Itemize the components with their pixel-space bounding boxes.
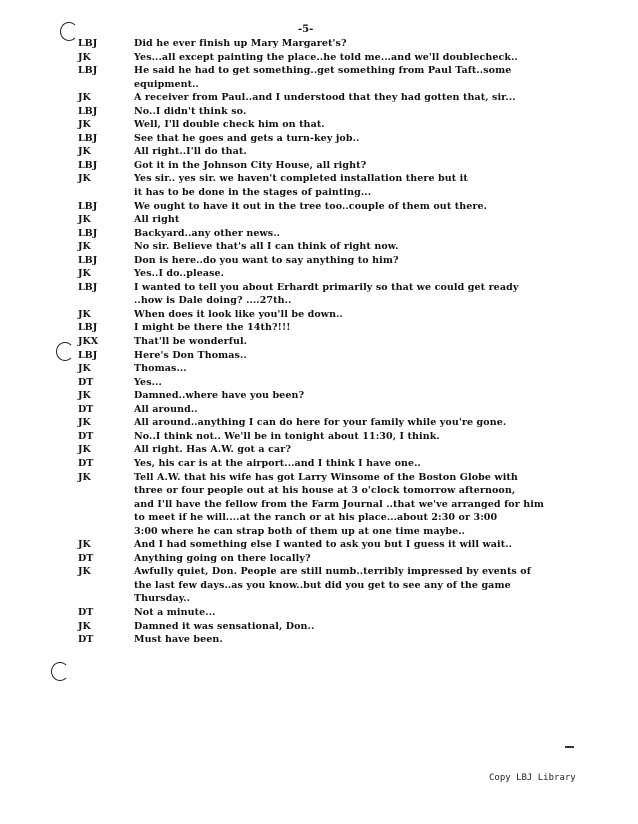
speech-text: And I had something else I wanted to ask you but I guess it will wait..	[134, 539, 513, 551]
transcript-line	[0, 538, 638, 552]
speaker-label: LBJ	[78, 322, 98, 334]
transcript-line	[0, 471, 638, 539]
speech-text: Yes...	[134, 376, 162, 388]
speaker-label: JK	[78, 471, 91, 483]
transcript-line	[0, 416, 638, 430]
speech-text: Damned it was sensational, Don..	[134, 620, 315, 632]
transcript-line	[0, 213, 638, 227]
speaker-label: JK	[78, 241, 91, 253]
speech-text: Yes...all except painting the place..he told me...and we'll doublecheck..	[134, 51, 518, 63]
transcript-line	[0, 118, 638, 132]
speech-text: A receiver from Paul..and I understood that they had gotten that, sir...	[134, 92, 516, 104]
transcript-line	[0, 51, 638, 65]
transcript-line	[0, 200, 638, 214]
transcript-line	[0, 321, 638, 335]
speech-text: When does it look like you'll be down..	[134, 308, 343, 320]
speaker-label: LBJ	[78, 254, 98, 266]
speaker-label: LBJ	[78, 38, 98, 49]
speech-text: Yes sir.. yes sir. we haven't completed installation there but it it has to be done in the stages of painting...	[134, 173, 468, 199]
transcript-line	[0, 105, 638, 119]
transcript-line	[0, 64, 638, 91]
speech-text: Did he ever finish up Mary Margaret's?	[134, 38, 347, 49]
speech-text: Yes, his car is at the airport...and I think I have one..	[134, 457, 421, 469]
speaker-label: JK	[78, 268, 91, 280]
speech-text: Not a minute...	[134, 606, 216, 618]
speaker-label: JK	[78, 566, 91, 578]
transcript-line	[0, 362, 638, 376]
transcript-line	[0, 308, 638, 322]
transcript-line	[0, 254, 638, 268]
transcript-line	[0, 349, 638, 363]
transcript-line	[0, 552, 638, 566]
speech-text: All around..	[134, 403, 198, 415]
speaker-label: JK	[78, 539, 91, 551]
speech-text: All right. Has A.W. got a car?	[134, 444, 291, 456]
transcript-line	[0, 606, 638, 620]
speaker-label: DT	[78, 552, 94, 564]
transcript-line	[0, 145, 638, 159]
transcript-line	[0, 430, 638, 444]
speech-text: Well, I'll double check him on that.	[134, 119, 325, 131]
speaker-label: JK	[78, 363, 91, 375]
speaker-label: LBJ	[78, 200, 98, 212]
speaker-label: LBJ	[78, 159, 98, 171]
transcript-line	[0, 457, 638, 471]
speaker-label: LBJ	[78, 281, 98, 293]
speech-text: I wanted to tell you about Erhardt primarily so that we could get ready ..how is Dale doing? ....27th..	[134, 281, 519, 307]
speech-text: No sir. Believe that's all I can think of right now.	[134, 241, 399, 253]
transcript-line	[0, 335, 638, 349]
speech-text: Yes..I do..please.	[134, 268, 225, 280]
transcript-line	[0, 633, 638, 647]
transcript-line	[0, 91, 638, 105]
speaker-label: DT	[78, 376, 94, 388]
speaker-label: LBJ	[78, 132, 98, 144]
speech-text: Here's Don Thomas..	[134, 349, 247, 361]
speaker-label: LBJ	[78, 105, 98, 117]
speech-text: Backyard..any other news..	[134, 227, 281, 239]
speaker-label: DT	[78, 457, 94, 469]
speaker-label: DT	[78, 634, 94, 646]
footer-stamp: Copy LBJ Library	[489, 773, 576, 783]
transcript-line	[0, 403, 638, 417]
speaker-label: DT	[78, 430, 94, 442]
transcript	[0, 37, 638, 647]
speech-text: Damned..where have you been?	[134, 390, 305, 402]
speech-text: No..I think not.. We'll be in tonight about 11:30, I think.	[134, 430, 440, 442]
speech-text: He said he had to get something..get something from Paul Taft..some equipment..	[134, 65, 512, 90]
transcript-line	[0, 240, 638, 254]
speaker-label: JK	[78, 390, 91, 402]
transcript-line	[0, 172, 638, 199]
speaker-label: JK	[78, 214, 91, 226]
speaker-label: JK	[78, 92, 91, 104]
speech-text: No..I didn't think so.	[134, 105, 247, 117]
speech-text: That'll be wonderful.	[134, 336, 248, 348]
transcript-line	[0, 376, 638, 390]
transcript-line	[0, 389, 638, 403]
speaker-label: JK	[78, 173, 91, 185]
transcript-line	[0, 565, 638, 606]
speaker-label: LBJ	[78, 227, 98, 239]
speech-text: All right	[134, 214, 180, 226]
speaker-label: LBJ	[78, 65, 98, 77]
speaker-label: JK	[78, 444, 91, 456]
speech-text: All around..anything I can do here for your family while you're gone.	[134, 417, 507, 429]
speaker-label: LBJ	[78, 349, 98, 361]
speaker-label: DT	[78, 606, 94, 618]
transcript-line	[0, 281, 638, 308]
speech-text: Tell A.W. that his wife has got Larry Winsome of the Boston Globe with three or four people out at his house at 3 o'clock tomorrow afternoon, and I'll have the fellow from the Farm Journal ..that we've arranged for him to meet if he will....at the ranch or at his place...about 2:30 or 3:00 3:00 where he can strap both of them up at one time maybe..	[134, 471, 545, 537]
speech-text: We ought to have it out in the tree too..couple of them out there.	[134, 200, 488, 212]
transcript-line	[0, 227, 638, 241]
speech-text: See that he goes and gets a turn-key job..	[134, 132, 360, 144]
transcript-line	[0, 159, 638, 173]
speech-text: All right..I'll do that.	[134, 146, 247, 158]
speech-text: Got it in the Johnson City House, all right?	[134, 159, 367, 171]
speech-text: I might be there the 14th?!!!	[134, 322, 291, 334]
speech-text: Anything going on there locally?	[134, 552, 311, 564]
transcript-line	[0, 132, 638, 146]
speaker-label: JK	[78, 417, 91, 429]
speaker-label: JK	[78, 146, 91, 158]
speech-text: Don is here..do you want to say anything to him?	[134, 254, 399, 266]
speaker-label: JK	[78, 308, 91, 320]
speech-text: Awfully quiet, Don. People are still numb..terribly impressed by events of the last few days..as you know..but did you get to see any of the game Thursday..	[134, 566, 531, 605]
margin-mark	[565, 746, 574, 748]
transcript-line	[0, 443, 638, 457]
transcript-line	[0, 267, 638, 281]
speech-text: Must have been.	[134, 634, 223, 646]
speaker-label: JK	[78, 119, 91, 131]
transcript-line	[0, 620, 638, 634]
speaker-label: JKX	[78, 336, 99, 348]
speaker-label: DT	[78, 403, 94, 415]
speaker-label: JK	[78, 620, 91, 632]
speaker-label: JK	[78, 51, 91, 63]
punch-hole-bottom	[51, 662, 69, 681]
transcript-line	[0, 37, 638, 51]
speech-text: Thomas...	[134, 363, 187, 375]
page-number: -5-	[298, 24, 314, 35]
